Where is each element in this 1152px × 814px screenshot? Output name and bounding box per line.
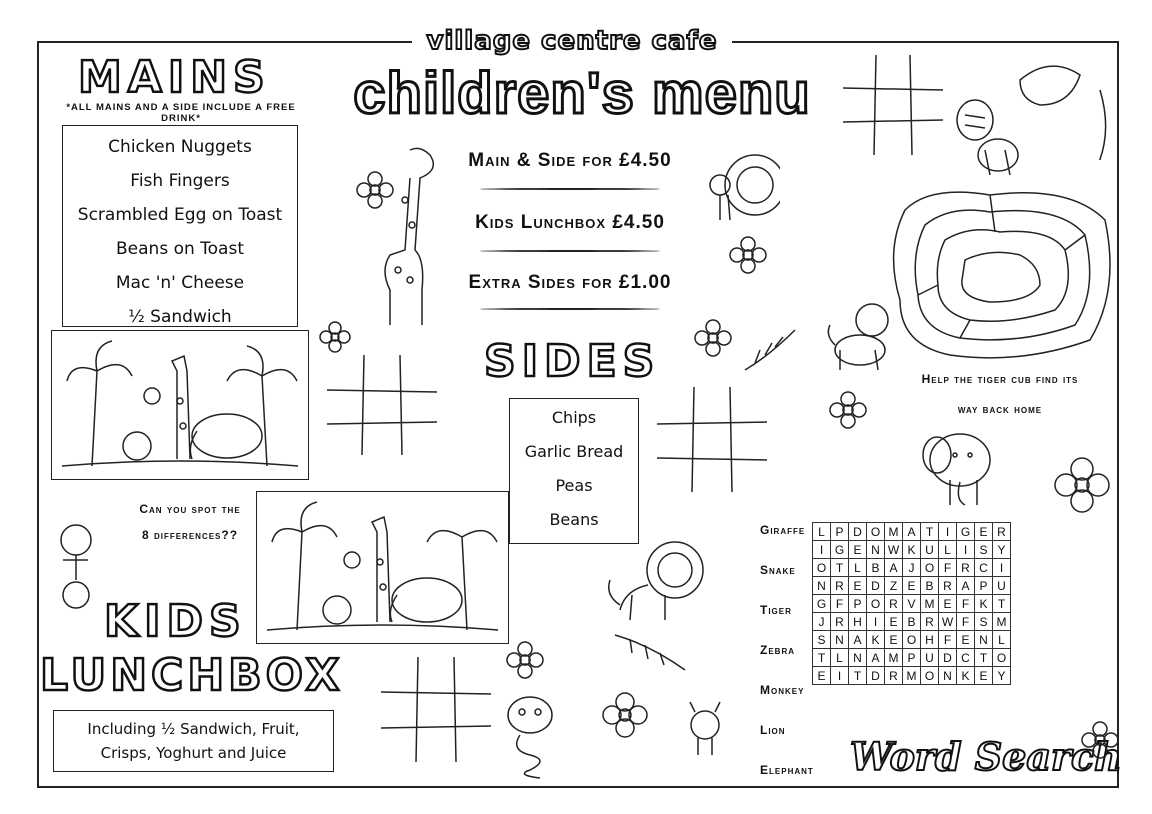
lunchbox-desc-line1: Including ½ Sandwich, Fruit, <box>87 720 300 738</box>
word-search-cell[interactable]: T <box>975 649 993 667</box>
flower-icon <box>318 320 352 354</box>
list-item: Garlic Bread <box>524 442 624 461</box>
word-search-row <box>813 559 1011 577</box>
word-search-cell[interactable]: A <box>903 523 921 541</box>
word-search-cell[interactable]: I <box>867 613 885 631</box>
mains-note: *ALL MAINS AND A SIDE INCLUDE A FREE DRINK* <box>66 102 296 124</box>
word-search-cell[interactable]: R <box>831 577 849 595</box>
word-search-cell[interactable]: F <box>957 613 975 631</box>
word-search-row <box>813 523 1011 541</box>
word-search-cell[interactable]: F <box>957 595 975 613</box>
word-search-cell[interactable]: L <box>813 523 831 541</box>
price-lunchbox: Kids Lunchbox £4.50 <box>475 212 665 233</box>
word-search-cell[interactable]: C <box>975 559 993 577</box>
word-search-cell[interactable]: R <box>957 559 975 577</box>
word-search-cell[interactable]: Y <box>993 667 1011 685</box>
tiger-icon <box>820 295 900 375</box>
maze-puzzle[interactable] <box>870 180 1120 365</box>
tic-tac-toe-grid[interactable] <box>838 50 948 160</box>
word-search-cell[interactable]: D <box>867 577 885 595</box>
word-search-cell[interactable]: R <box>885 667 903 685</box>
spot-difference-picture-2 <box>256 491 509 644</box>
giraffe-icon <box>360 140 450 330</box>
sides-list <box>509 398 639 544</box>
deer-icon <box>680 700 730 760</box>
word-tiger: Tiger <box>760 603 792 617</box>
word-search-cell[interactable]: T <box>921 523 939 541</box>
word-search-cell[interactable]: N <box>939 667 957 685</box>
list-item: ½ Sandwich <box>128 307 232 327</box>
word-search-cell[interactable]: O <box>921 667 939 685</box>
word-search-list <box>760 520 814 800</box>
word-search-cell[interactable]: M <box>921 595 939 613</box>
word-search-cell[interactable]: U <box>993 577 1011 595</box>
word-search-cell[interactable]: R <box>921 613 939 631</box>
word-lion: Lion <box>760 723 786 737</box>
word-search-cell[interactable]: F <box>831 595 849 613</box>
flower-icon <box>355 170 395 210</box>
word-search-cell[interactable]: K <box>975 595 993 613</box>
price-main-side: Main & Side for £4.50 <box>468 150 672 171</box>
list-item: Chicken Nuggets <box>108 137 252 157</box>
word-search-cell[interactable]: R <box>885 595 903 613</box>
flower-icon <box>505 640 545 680</box>
word-search-cell[interactable]: P <box>831 523 849 541</box>
word-search-cell[interactable]: G <box>813 595 831 613</box>
word-search-cell[interactable]: N <box>813 577 831 595</box>
word-search-cell[interactable]: A <box>885 559 903 577</box>
word-search-cell[interactable]: M <box>903 667 921 685</box>
word-search-cell[interactable]: S <box>975 541 993 559</box>
spot-difference-picture-1 <box>51 330 309 480</box>
word-search-title: Word Search <box>850 734 1122 779</box>
word-search-row <box>813 577 1011 595</box>
word-search-cell[interactable]: D <box>867 667 885 685</box>
page-title: children's menu <box>353 61 811 126</box>
word-search-cell[interactable]: N <box>975 631 993 649</box>
word-search-cell[interactable]: O <box>867 595 885 613</box>
lunchbox-description <box>53 710 334 772</box>
word-search-cell[interactable]: R <box>831 613 849 631</box>
word-search-cell[interactable]: W <box>885 541 903 559</box>
word-search-cell[interactable]: E <box>957 631 975 649</box>
word-search-cell[interactable]: J <box>903 559 921 577</box>
jungle-animals-icon <box>257 492 508 643</box>
peacock-icon <box>700 140 780 230</box>
word-search-cell[interactable]: G <box>957 523 975 541</box>
word-search-cell[interactable]: W <box>939 613 957 631</box>
maze-prompt-line1: Help the tiger cub find its <box>921 372 1079 386</box>
word-search-cell[interactable]: I <box>939 523 957 541</box>
leaf-icon <box>610 625 690 675</box>
monkey-icon <box>48 510 108 620</box>
flower-icon <box>600 690 650 740</box>
lunchbox-heading-1: KIDS <box>104 596 247 647</box>
word-search-cell[interactable]: I <box>813 541 831 559</box>
list-item: Chips <box>551 408 597 427</box>
word-search-cell[interactable]: G <box>831 541 849 559</box>
word-search-cell[interactable]: O <box>867 523 885 541</box>
word-search-cell[interactable]: E <box>975 523 993 541</box>
word-search-cell[interactable]: Y <box>993 541 1011 559</box>
flower-icon <box>1080 720 1120 760</box>
word-search-cell[interactable]: E <box>885 631 903 649</box>
word-search-cell[interactable]: M <box>885 523 903 541</box>
word-zebra: Zebra <box>760 643 795 657</box>
word-search-cell[interactable]: J <box>813 613 831 631</box>
leaf-icon <box>740 325 800 375</box>
tic-tac-toe-grid[interactable] <box>652 382 772 497</box>
word-search-cell[interactable]: L <box>939 541 957 559</box>
word-search-cell[interactable]: T <box>993 595 1011 613</box>
mains-heading: MAINS <box>78 52 271 103</box>
word-search-cell[interactable]: T <box>831 559 849 577</box>
list-item: Beans on Toast <box>116 239 244 259</box>
word-search-row <box>813 613 1011 631</box>
word-search-cell[interactable]: E <box>849 577 867 595</box>
word-search-cell[interactable]: E <box>813 667 831 685</box>
list-item: Mac 'n' Cheese <box>115 273 245 293</box>
word-search-cell[interactable]: K <box>903 541 921 559</box>
word-search-cell[interactable]: N <box>831 631 849 649</box>
word-search-cell[interactable]: P <box>849 595 867 613</box>
word-search-cell[interactable]: Z <box>885 577 903 595</box>
word-search-cell[interactable]: P <box>975 577 993 595</box>
word-search-cell[interactable]: D <box>939 649 957 667</box>
word-search-cell[interactable]: T <box>813 649 831 667</box>
word-search-cell[interactable]: A <box>867 649 885 667</box>
word-search-cell[interactable]: N <box>867 541 885 559</box>
word-search-cell[interactable]: E <box>849 541 867 559</box>
word-search-cell[interactable]: S <box>975 613 993 631</box>
divider <box>480 308 660 310</box>
word-search-cell[interactable]: H <box>921 631 939 649</box>
list-item: Peas <box>555 476 593 495</box>
word-search-cell[interactable]: O <box>813 559 831 577</box>
word-elephant: Elephant <box>760 763 814 777</box>
word-search-cell[interactable]: A <box>849 631 867 649</box>
word-search-cell[interactable]: E <box>975 667 993 685</box>
word-search-cell[interactable]: M <box>885 649 903 667</box>
leaf-icon <box>1010 50 1120 160</box>
elephant-icon <box>915 420 1015 510</box>
word-search-cell[interactable]: U <box>921 541 939 559</box>
word-search-cell[interactable]: P <box>903 649 921 667</box>
lunchbox-desc-line2: Crisps, Yoghurt and Juice <box>100 744 287 762</box>
word-search-cell[interactable]: T <box>849 667 867 685</box>
word-search-cell[interactable]: I <box>831 667 849 685</box>
word-search-cell[interactable]: L <box>993 631 1011 649</box>
price-extra-sides: Extra Sides for £1.00 <box>468 272 672 293</box>
word-search-cell[interactable]: N <box>849 649 867 667</box>
word-giraffe: Giraffe <box>760 523 806 537</box>
flower-icon <box>693 318 733 358</box>
word-search-cell[interactable]: F <box>939 559 957 577</box>
word-search-cell[interactable]: E <box>939 595 957 613</box>
word-search-cell[interactable]: F <box>939 631 957 649</box>
word-monkey: Monkey <box>760 683 805 697</box>
word-search-cell[interactable]: D <box>849 523 867 541</box>
word-search-cell[interactable]: B <box>903 613 921 631</box>
word-search-grid[interactable] <box>812 522 1011 685</box>
word-search-cell[interactable]: C <box>957 649 975 667</box>
divider <box>480 250 660 252</box>
lunchbox-heading-2: LUNCHBOX <box>40 650 344 701</box>
tic-tac-toe-grid[interactable] <box>376 652 496 767</box>
word-search-cell[interactable]: B <box>867 559 885 577</box>
word-search-cell[interactable]: A <box>957 577 975 595</box>
word-search-row <box>813 595 1011 613</box>
differences-prompt-line2: 8 differences?? <box>141 528 239 542</box>
mains-list <box>62 125 298 327</box>
word-snake: Snake <box>760 563 796 577</box>
word-search-cell[interactable]: B <box>921 577 939 595</box>
word-search-cell[interactable]: O <box>993 649 1011 667</box>
word-search-cell[interactable]: V <box>903 595 921 613</box>
word-search-cell[interactable]: M <box>993 613 1011 631</box>
word-search-cell[interactable]: K <box>867 631 885 649</box>
differences-prompt-line1: Can you spot the <box>139 502 241 516</box>
flower-icon <box>828 390 868 430</box>
jungle-animals-icon <box>52 331 308 479</box>
flower-icon <box>1052 455 1112 515</box>
word-search-cell[interactable]: I <box>993 559 1011 577</box>
cafe-name: village centre cafe <box>412 26 732 56</box>
word-search-cell[interactable]: O <box>903 631 921 649</box>
maze-prompt-line2: way back home <box>957 402 1043 416</box>
word-search-cell[interactable]: L <box>831 649 849 667</box>
word-search-row <box>813 631 1011 649</box>
tic-tac-toe-grid[interactable] <box>322 350 442 460</box>
word-search-cell[interactable]: I <box>957 541 975 559</box>
word-search-cell[interactable]: R <box>993 523 1011 541</box>
lion-icon <box>600 535 710 625</box>
word-search-cell[interactable]: O <box>921 559 939 577</box>
word-search-row <box>813 649 1011 667</box>
list-item: Beans <box>549 510 599 529</box>
word-search-cell[interactable]: K <box>957 667 975 685</box>
snake-icon <box>500 690 560 780</box>
word-search-cell[interactable]: U <box>921 649 939 667</box>
word-search-row <box>813 667 1011 685</box>
word-search-cell[interactable]: S <box>813 631 831 649</box>
divider <box>480 188 660 190</box>
flower-icon <box>728 235 768 275</box>
word-search-cell[interactable]: E <box>885 613 903 631</box>
word-search-cell[interactable]: H <box>849 613 867 631</box>
word-search-cell[interactable]: L <box>849 559 867 577</box>
list-item: Fish Fingers <box>130 171 230 191</box>
word-search-cell[interactable]: R <box>939 577 957 595</box>
sides-heading: SIDES <box>484 336 661 387</box>
list-item: Scrambled Egg on Toast <box>77 205 283 225</box>
word-search-cell[interactable]: E <box>903 577 921 595</box>
word-search-row <box>813 541 1011 559</box>
